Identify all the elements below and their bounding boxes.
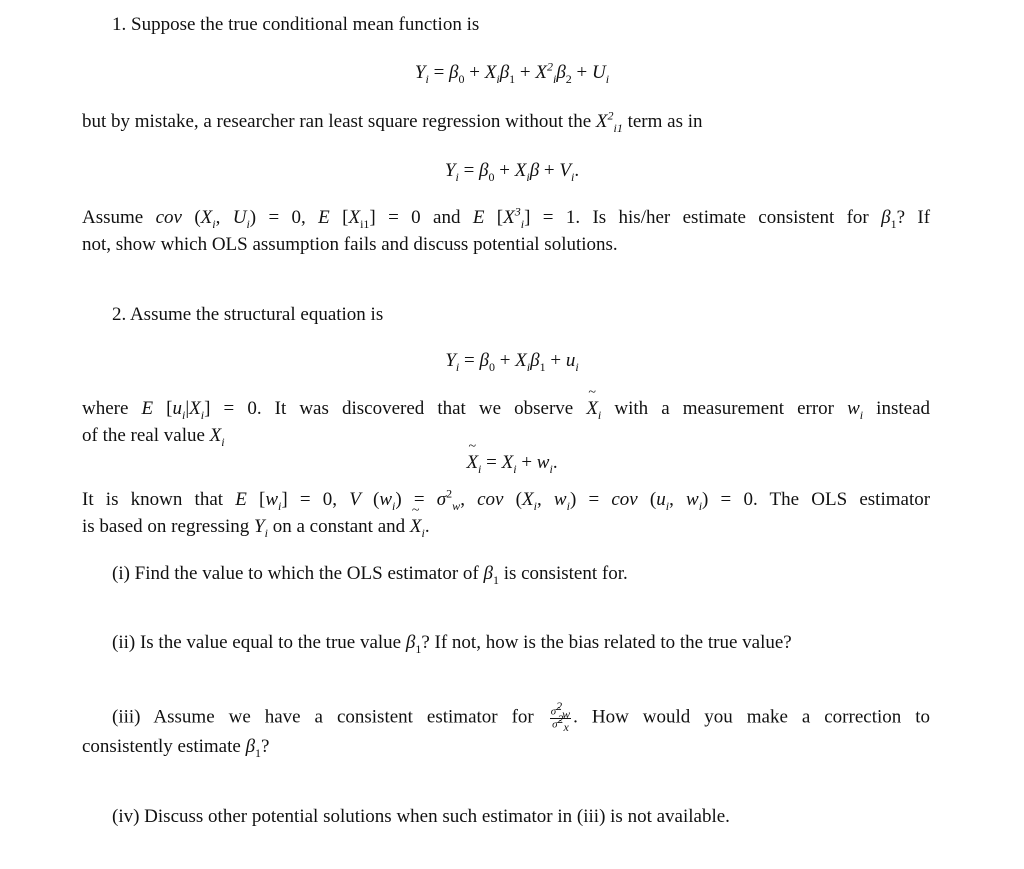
q2-part-i: (i) Find the value to which the OLS estimator of $\beta_1$ is consistent for. bbox=[112, 563, 628, 587]
q2-known-line2: is based on regressing $Y_i$ on a constant and X $\sim_i$. bbox=[82, 516, 430, 538]
q2-part-iv: (iv) Discuss other potential solutions when such estimator in (iii) is not available. bbox=[112, 806, 730, 827]
q2-where-line: where E $[u_i|X_i] = 0$. It was discovered that we observe X $\sim_i$ with a measurement error $w_i$ instead bbox=[82, 398, 930, 420]
q2-part-iii-line2: consistently estimate $\beta_1$? bbox=[82, 736, 270, 760]
q2-part-iii: (iii) Assume we have a consistent estimator for $\frac{\sigmâ^2_w}{\sigmâ^2_x}$ . How would you make a correction to bbox=[112, 699, 931, 734]
q2-part-ii: (ii) Is the value equal to the true value $\beta_1$? If not, how is the bias related to the true value? bbox=[112, 632, 792, 656]
q1-intro: 1. Suppose the true conditional mean function is bbox=[112, 14, 480, 35]
q2-structural-equation: $Y_i = \beta_0 + X_i\beta_1 + u_i$ bbox=[445, 350, 579, 374]
q1-wrong-equation: $Y_i = \beta_0 + X_i\beta + V_i$. bbox=[444, 160, 580, 184]
q2-known-line: It is known that E $[w_i] = 0$, V $(w_i) = \sigma^2_w$, cov ($X_i$, $w_i$) = cov ($u_i$, $w_i) = 0$. The OLS estimator bbox=[82, 486, 931, 513]
q1-true-equation: $Y_i = \beta_0 + X_i\beta_1 + X^2_i\beta_2 + U_i$ bbox=[414, 59, 610, 86]
q1-assumption-line2: not, show which OLS assumption fails and discuss potential solutions. bbox=[82, 234, 618, 255]
q2-where-line2: of the real value $X_i$ bbox=[82, 425, 225, 449]
q2-intro: 2. Assume the structural equation is bbox=[112, 304, 384, 325]
q1-mistake-line: but by mistake, a researcher ran least square regression without the $X^2_{i1}$ term as in bbox=[82, 108, 703, 135]
sigma-ratio-fraction: $\frac{\sigmâ^2_w}{\sigmâ^2_x}$ bbox=[550, 699, 571, 734]
q2-measurement-equation: X $\sim_i = X_i + w_i$. bbox=[0, 452, 1024, 474]
q1-assumption-line: Assume cov ($X_i$, $U_i) = 0$, E $[X_{i1}] = 0$ and E $[X^3_i] = 1$. Is his/her estimate consistent for $\beta_1$? If bbox=[82, 204, 931, 231]
